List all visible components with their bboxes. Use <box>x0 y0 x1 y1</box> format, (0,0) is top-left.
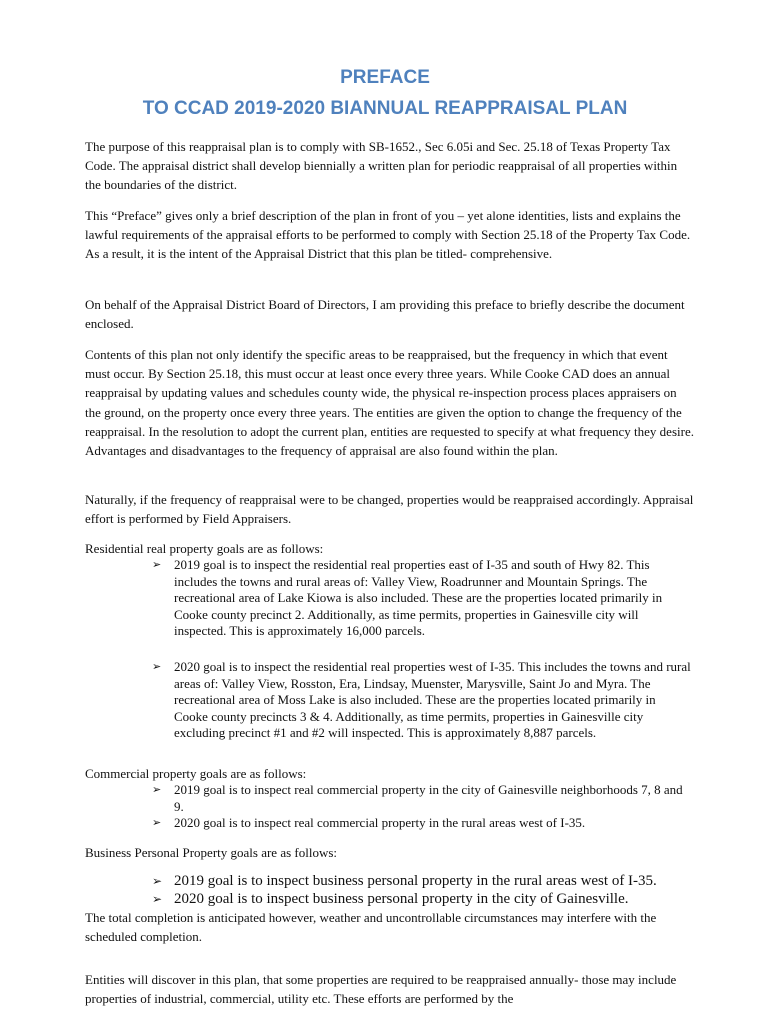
plan-title: TO CCAD 2019-2020 BIANNUAL REAPPRAISAL PLAN <box>142 98 628 119</box>
residential-heading: Residential real property goals are as follows: <box>85 541 324 556</box>
preface-description-paragraph: This “Preface” gives only a brief description of the plan in front of you – yet alone identities, lists and explains the lawful requirements of the appraisal efforts to be performed to comply with Section 25.18 of the Property Tax Code. As a result, it is the intent of the Appraisal District that this plan be titled- comprehensive. <box>85 208 691 262</box>
residential-goal-2019: ➢ 2019 goal is to inspect the residential real properties east of I-35 and south of Hwy 82. This includes the towns and rural areas of: Valley View, Roadrunner and Mountain Springs. The recreational area of Lake Kiowa is also included. These are the properties located primarily in Cooke county precinct 2. Additionally, as time permits, properties in Gainesville city will inspected. This is approximately 16,000 parcels. <box>152 557 663 639</box>
arrow-bullet-icon: ➢ <box>152 660 162 673</box>
board-paragraph: On behalf of the Appraisal District Board of Directors, I am providing this preface to briefly describe the document enclosed. <box>85 297 685 332</box>
completion-paragraph: The total completion is anticipated however, weather and uncontrollable circumstances may interfere with the scheduled completion. <box>85 910 657 945</box>
contents-paragraph: Contents of this plan not only identify the specific areas to be reappraised, but the frequency in which that event must occur. By Section 25.18, this must occur at least once every three years. While Cooke CAD does an annual reappraisal by updating values and schedules county wide, the physical re-inspection process places appraisers on the ground, on the property once every three years. The entities are given the option to change the frequency of the reappraisal. In the resolution to adopt the current plan, entities are requested to specify at what frequency they desire. Advantages and disadvantages to the frequency of appraisal are also found within the plan. <box>85 347 694 459</box>
commercial-goal-2020: ➢ 2020 goal is to inspect real commercial property in the rural areas west of I-35. <box>152 815 586 830</box>
arrow-bullet-icon: ➢ <box>152 892 163 906</box>
frequency-paragraph: Naturally, if the frequency of reappraisal were to be changed, properties would be reappraised accordingly. Appraisal effort is performed by Field Appraisers. <box>85 492 694 527</box>
purpose-paragraph: The purpose of this reappraisal plan is to comply with SB-1652., Sec 6.05i and Sec. 25.18 of Texas Property Tax Code. The appraisal district shall develop biennially a written plan for periodic reappraisal of all properties within the boundaries of the district. <box>85 139 678 193</box>
residential-goal-2020: ➢ 2020 goal is to inspect the residential real properties west of I-35. This includes the towns and rural areas of: Valley View, Rosston, Era, Lindsay, Muenster, Marysville, Saint Jo and Myra. The recreational area of Moss Lake is also included. These are the properties located primarily in Cooke county precincts 3 & 4. Additionally, as time permits, properties in Gainesville city excluding precinct #1 and #2 will inspected. This is approximately 8,887 parcels. <box>152 659 691 741</box>
business-goal-2020: ➢ 2020 goal is to inspect business personal property in the city of Gainesville. <box>152 891 629 907</box>
business-goal-2019: ➢ 2019 goal is to inspect business personal property in the rural areas west of I-35. <box>152 873 657 889</box>
preface-title: PREFACE <box>340 67 430 88</box>
commercial-goal-2019: ➢ 2019 goal is to inspect real commercial property in the city of Gainesville neighborhoods 7, 8 and 9. <box>152 782 683 814</box>
entities-paragraph: Entities will discover in this plan, that some properties are required to be reappraised annually- those may include properties of industrial, commercial, utility etc. These efforts are performed by the <box>85 972 677 1007</box>
arrow-bullet-icon: ➢ <box>152 874 163 888</box>
commercial-heading: Commercial property goals are as follows: <box>85 766 307 781</box>
business-heading: Business Personal Property goals are as follows: <box>85 845 338 860</box>
arrow-bullet-icon: ➢ <box>152 783 162 796</box>
arrow-bullet-icon: ➢ <box>152 816 162 829</box>
arrow-bullet-icon: ➢ <box>152 558 162 571</box>
